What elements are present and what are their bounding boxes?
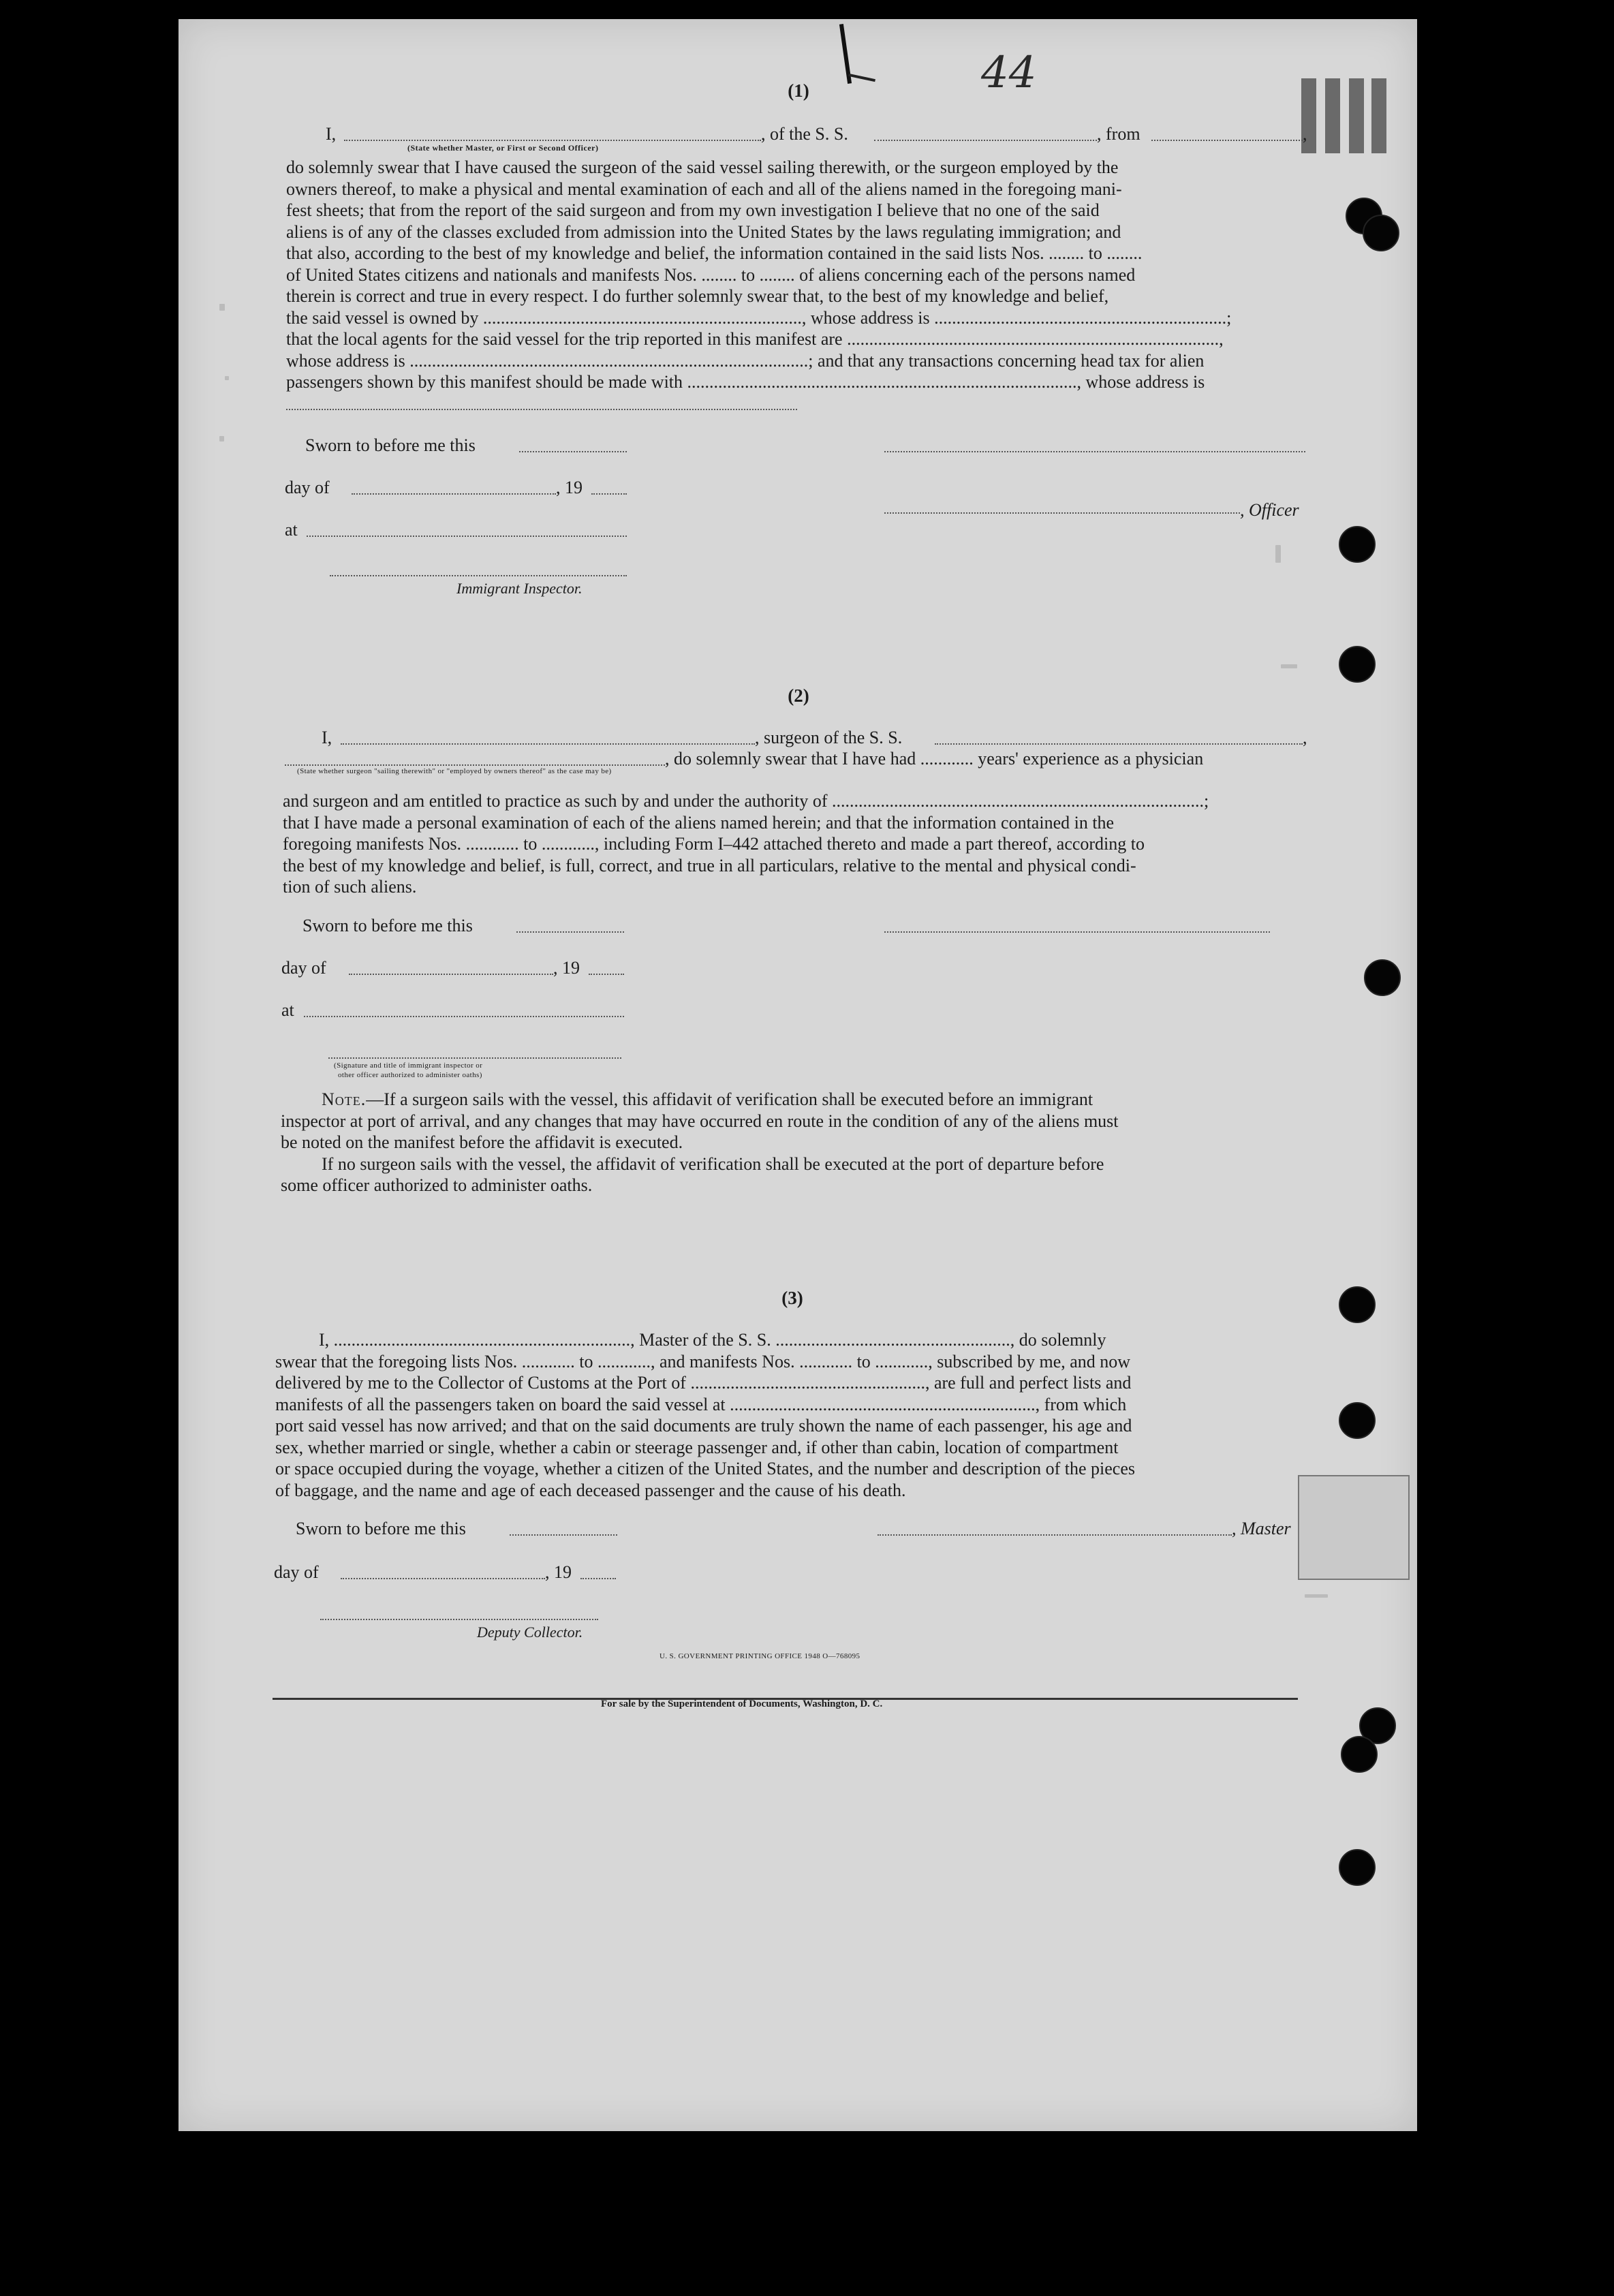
binder-hole-9 — [1341, 1736, 1378, 1773]
section1-line: of United States citizens and nationals and manifests Nos. ........ to ........ of aliens concerning each of the persons named — [286, 264, 1136, 285]
speck — [1275, 545, 1281, 563]
section3-line: of baggage, and the name and age of each deceased passenger and the cause of his death. — [275, 1480, 906, 1500]
section1-line1-from: , from — [1097, 124, 1140, 144]
section1-inspector-label: Immigrant Inspector. — [456, 580, 583, 597]
section2-note-label: Note. — [322, 1089, 367, 1109]
section2-vessel-field[interactable] — [935, 743, 1303, 745]
section1-year-label: , 19 — [556, 478, 583, 497]
section2-line: that I have made a personal examination of each of the aliens named herein; and that the information contained in the — [283, 812, 1115, 833]
section1-line: that the local agents for the said vessel for the trip reported in this manifest are ...................................................................................., — [286, 329, 1224, 349]
section1-officer-field[interactable] — [344, 140, 761, 141]
section2-sworn-label: Sworn to before me this — [302, 916, 473, 935]
section1-line: therein is correct and true in every respect. I do further solemnly swear that, to the best of my knowledge and belief, — [286, 286, 1109, 306]
section2-heading: (2) — [788, 685, 809, 706]
section2-signature-field[interactable] — [884, 931, 1270, 933]
section3-collector-label: Deputy Collector. — [477, 1624, 583, 1641]
section2-year-label: , 19 — [553, 958, 580, 978]
section3-year-label: , 19 — [545, 1562, 572, 1582]
section1-day-label: day of — [285, 478, 330, 497]
section3-collector-signature-field[interactable] — [320, 1619, 598, 1620]
section2-note2-line: If no surgeon sails with the vessel, the affidavit of verification shall be executed at the port of departure before — [322, 1153, 1104, 1174]
section3-line: or space occupied during the voyage, whether a citizen of the United States, and the number and description of the pieces — [275, 1459, 1136, 1478]
section1-line: owners thereof, to make a physical and mental examination of each and all of the aliens named in the foregoing mani- — [286, 179, 1122, 199]
section3-day-label: day of — [274, 1562, 319, 1582]
section3-master-signature-field[interactable] — [878, 1534, 1232, 1536]
binder-hole-10 — [1339, 1849, 1376, 1886]
speck — [1281, 664, 1297, 668]
section1-officer-label: , Officer — [1240, 500, 1299, 520]
section2-line: tion of such aliens. — [283, 877, 417, 897]
section2-note2-line: some officer authorized to administer oaths. — [281, 1175, 593, 1195]
section3-year-field[interactable] — [580, 1578, 616, 1579]
section1-line: aliens is of any of the classes excluded from admission into the United States by the laws regulating immigration; and — [286, 221, 1121, 242]
section1-address-continuation[interactable] — [286, 409, 797, 410]
section1-sworn-label: Sworn to before me this — [305, 435, 476, 455]
section2-note-line: be noted on the manifest before the affidavit is executed. — [281, 1132, 683, 1152]
section3-line: delivered by me to the Collector of Customs at the Port of ....................................................., are full and perfect lists and — [275, 1373, 1132, 1393]
section3-sworn-field[interactable] — [510, 1534, 617, 1536]
section3-heading: (3) — [781, 1288, 803, 1308]
section2-day-field[interactable] — [349, 974, 553, 975]
section2-at-field[interactable] — [304, 1016, 624, 1017]
section2-line: foregoing manifests Nos. ............ to ............, including Form I–442 attached thereto and made a part thereof, according to — [283, 834, 1145, 854]
speck — [225, 376, 229, 380]
section3-line: swear that the foregoing lists Nos. ............ to ............, and manifests Nos. ............ to ............, subscribed by me, and now — [275, 1351, 1131, 1371]
section2-body — [283, 790, 1305, 898]
section1-heading: (1) — [788, 80, 809, 101]
section2-sig-caption-2: other officer authorized to administer oaths) — [338, 1071, 482, 1079]
section1-sworn-field[interactable] — [519, 451, 627, 452]
section2-inspector-signature-field[interactable] — [328, 1057, 621, 1059]
section2-note-text: —If a surgeon sails with the vessel, this affidavit of verification shall be executed before an immigrant — [366, 1089, 1093, 1109]
section1-line1-i: I, — [326, 124, 337, 144]
speck — [1305, 1594, 1328, 1598]
binder-hole-4 — [1339, 646, 1376, 683]
section2-note-line: inspector at port of arrival, and any changes that may have occurred en route in the condition of any of the aliens must — [281, 1111, 1119, 1131]
section3-line: port said vessel has now arrived; and that on the said documents are truly shown the name of each passenger, his age and — [275, 1416, 1132, 1436]
section2-line1-surgeon: , surgeon of the S. S. — [755, 728, 903, 747]
section2-line1-comma: , — [1303, 728, 1307, 747]
handwritten-number: 44 — [981, 48, 1037, 98]
binder-hole-7 — [1339, 1402, 1376, 1439]
section3-line: manifests of all the passengers taken on board the said vessel at ....................................................................., from which — [275, 1394, 1127, 1414]
section3-sworn-label: Sworn to before me this — [296, 1519, 466, 1538]
section2-day-label: day of — [281, 958, 326, 978]
speck — [219, 436, 224, 441]
binder-hole-5 — [1364, 959, 1401, 996]
section2-line1-i: I, — [322, 728, 332, 747]
section2-surgeon-name-field[interactable] — [341, 743, 755, 745]
section1-line: the said vessel is owned by ........................................................................, whose address is ..................................................................; — [286, 307, 1232, 328]
section1-line1-ss: , of the S. S. — [761, 124, 848, 144]
section1-line: fest sheets; that from the report of the said surgeon and from my own investigation I believe that no one of the said — [286, 200, 1100, 220]
section3-master-label: , Master — [1232, 1519, 1291, 1538]
printing-office-line: U. S. GOVERNMENT PRINTING OFFICE 1948 O—768095 — [659, 1652, 860, 1660]
section2-surgeon-type-field[interactable] — [285, 764, 665, 766]
section2-sworn-field[interactable] — [516, 931, 624, 933]
section2-line: the best of my knowledge and belief, is full, correct, and true in all particulars, relative to the mental and physical condi- — [283, 855, 1136, 875]
section1-line1-caption: (State whether Master, or First or Second Officer) — [407, 143, 599, 153]
section1-year-field[interactable] — [591, 493, 627, 495]
for-sale-line: For sale by the Superintendent of Documents, Washington, D. C. — [601, 1698, 883, 1709]
section3-line: I, ..................................................................., Master of the S. S. ....................................................., do solemnly — [319, 1330, 1106, 1350]
section1-from-field[interactable] — [1151, 140, 1303, 141]
section1-vessel-field[interactable] — [874, 140, 1097, 141]
section1-at-label: at — [285, 520, 298, 540]
binder-hole-2 — [1363, 215, 1399, 251]
section1-signature-field[interactable] — [884, 451, 1305, 452]
section3-day-field[interactable] — [341, 1578, 545, 1579]
section1-line: passengers shown by this manifest should be made with ........................................................................................, whose address is — [286, 372, 1205, 392]
section2-line2-caption: (State whether surgeon "sailing therewith" or "employed by owners thereof" as the case may be) — [297, 767, 612, 775]
section1-inspector-signature-field[interactable] — [330, 575, 627, 576]
section2-line2: , do solemnly swear that I have had ............ years' experience as a physician — [665, 749, 1204, 769]
binder-hole-3 — [1339, 526, 1376, 563]
section1-body — [286, 157, 1308, 393]
section1-line: that also, according to the best of my knowledge and belief, the information contained in the said lists Nos. ........ to ........ — [286, 243, 1143, 263]
speck — [219, 304, 225, 311]
section1-officer-signature-field[interactable] — [884, 512, 1240, 514]
section2-note — [281, 1089, 1303, 1196]
section1-line: do solemnly swear that I have caused the surgeon of the said vessel sailing therewith, or the surgeon employed by the — [286, 157, 1119, 177]
section1-day-field[interactable] — [352, 493, 556, 495]
section3-body — [275, 1329, 1303, 1501]
section2-note-line — [281, 1089, 1303, 1111]
section2-sig-caption-1: (Signature and title of immigrant inspector or — [334, 1061, 483, 1070]
section2-year-field[interactable] — [589, 974, 624, 975]
section1-line: whose address is ..........................................................................................; and that any transactions concerning head tax for alien — [286, 350, 1205, 371]
section3-line: sex, whether married or single, whether a cabin or steerage passenger and, if other than cabin, location of compartment — [275, 1437, 1119, 1457]
section1-line1-comma: , — [1303, 124, 1307, 144]
section2-line: and surgeon and am entitled to practice as such by and under the authority of ....................................................................................; — [283, 791, 1209, 811]
stamp-mark — [1298, 1475, 1410, 1580]
section2-at-label: at — [281, 1000, 294, 1020]
binder-hole-6 — [1339, 1286, 1376, 1323]
section1-at-field[interactable] — [307, 536, 627, 537]
corner-punch-mark — [1298, 78, 1400, 167]
